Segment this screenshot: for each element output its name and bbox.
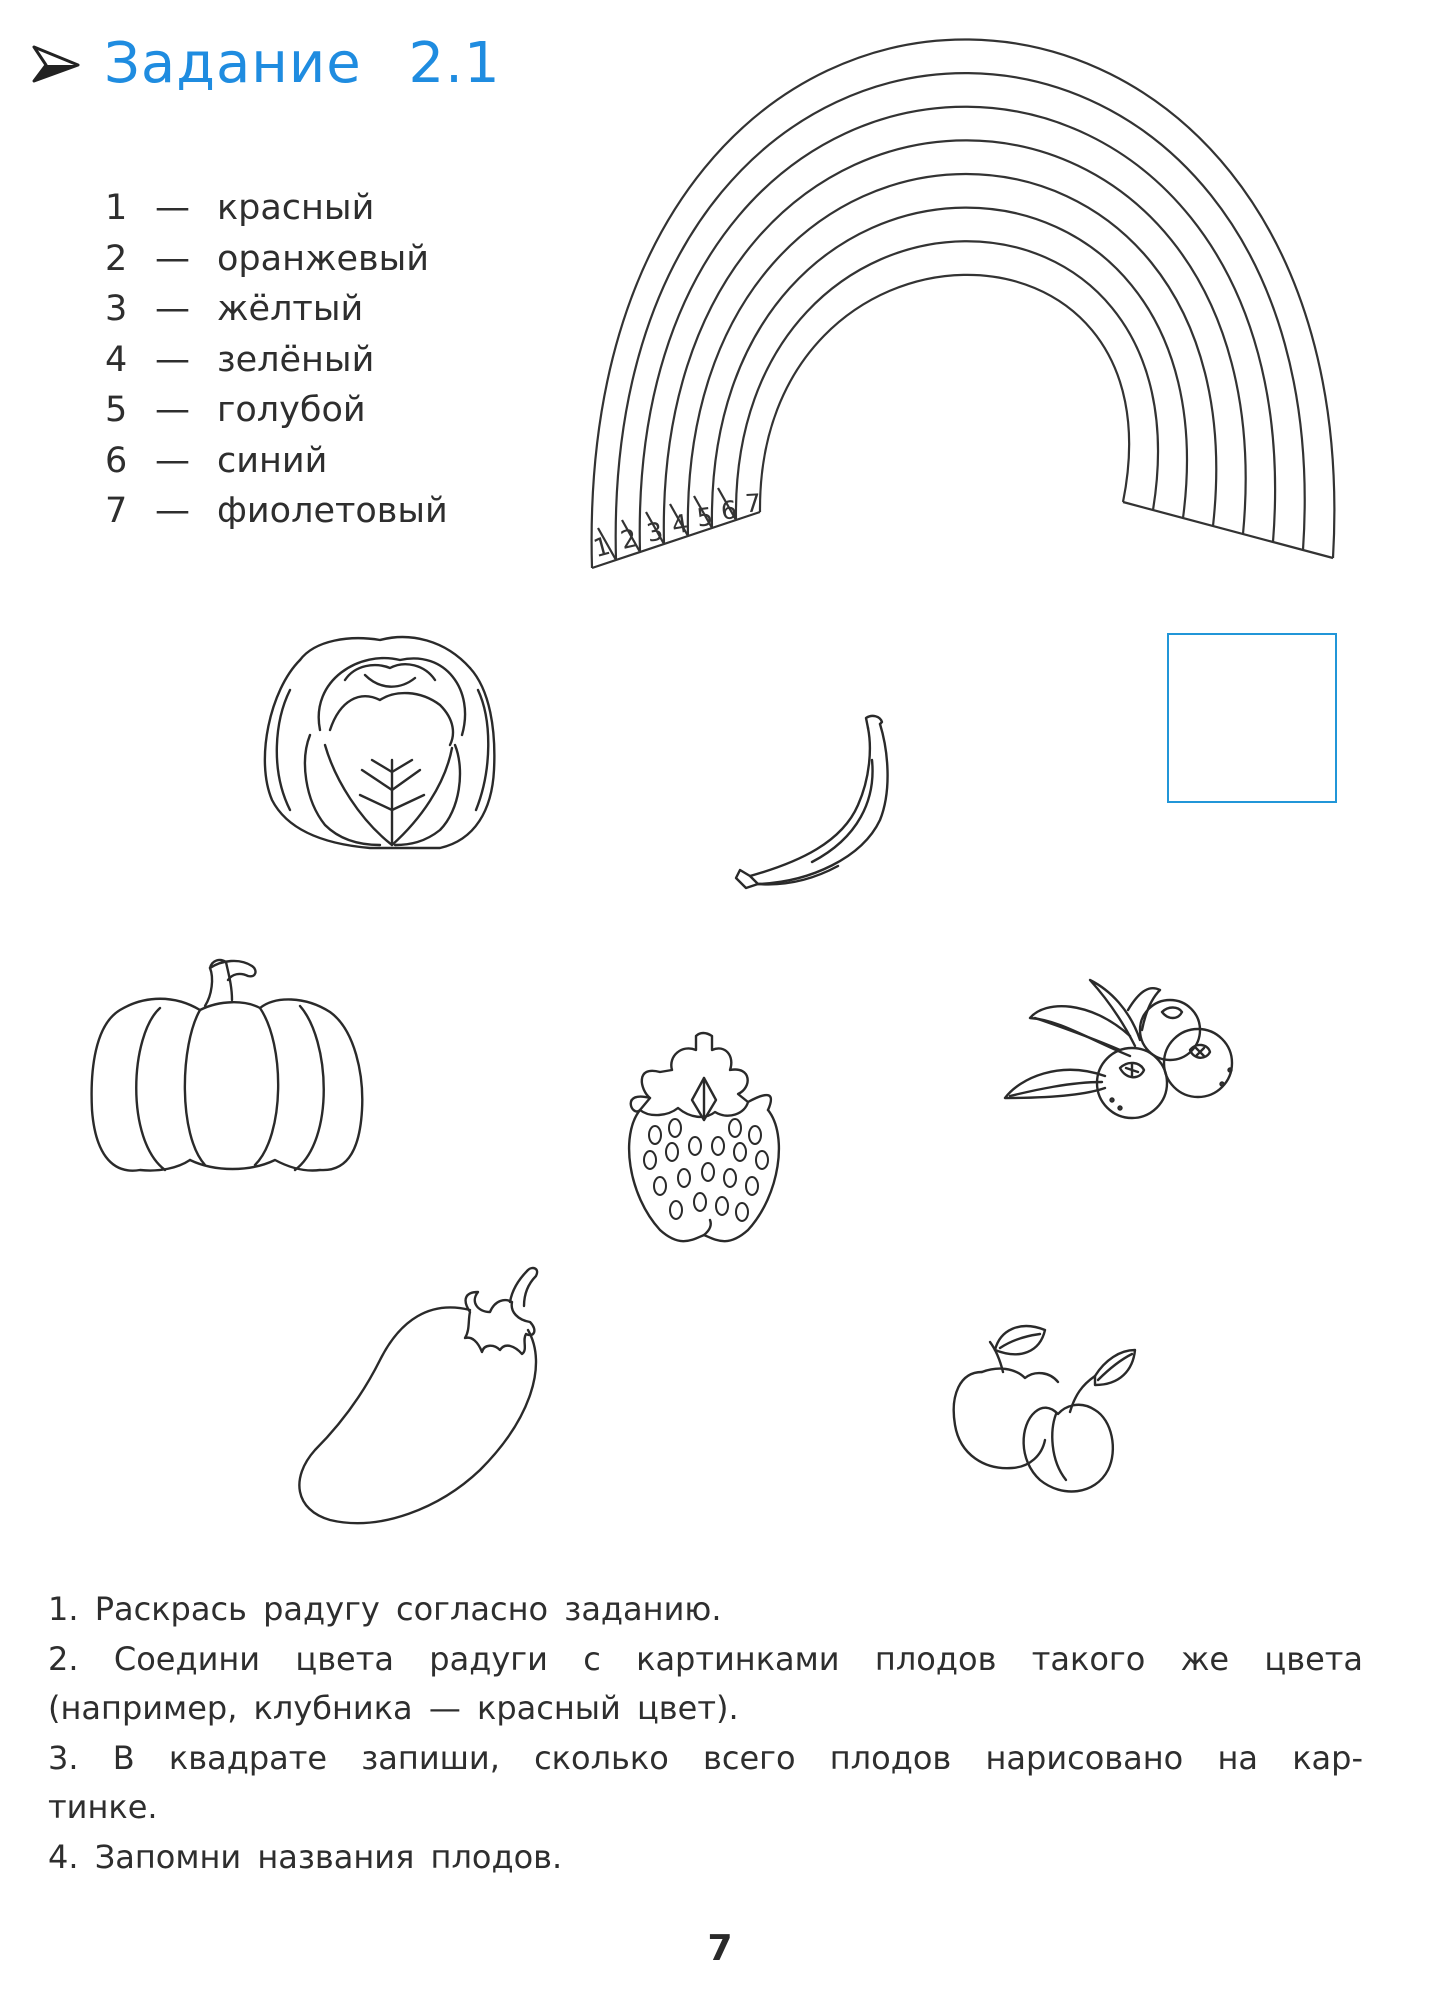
legend-color-name: синий — [217, 440, 328, 481]
legend-number: 5 — [105, 390, 128, 430]
legend-dash: — — [155, 289, 190, 329]
instructions — [48, 1585, 1363, 1882]
rainbow-band-label: 4 — [669, 508, 690, 540]
answer-box[interactable] — [1167, 633, 1337, 803]
legend-color-name: оранжевый — [217, 238, 430, 279]
legend-number: 7 — [105, 491, 128, 531]
banana-icon[interactable] — [736, 716, 888, 888]
legend-dash: — — [155, 238, 190, 279]
rainbow-band-label: 5 — [695, 501, 715, 533]
instruction-line: тинке. — [48, 1788, 158, 1826]
pumpkin-icon[interactable] — [92, 960, 363, 1171]
legend-color-name: фиолетовый — [217, 491, 448, 531]
strawberry-icon[interactable] — [629, 1033, 779, 1241]
legend-dash: — — [155, 339, 190, 380]
rainbow-outline[interactable] — [592, 39, 1335, 568]
legend-dash: — — [155, 188, 190, 228]
instruction-line: 2. Соедини цвета радуги с картинками плодов такого же цвета — [48, 1639, 1363, 1678]
legend-color-name: жёлтый — [217, 289, 364, 329]
legend-dash: — — [155, 440, 190, 481]
legend-number: 1 — [105, 188, 128, 228]
legend-number: 2 — [105, 238, 128, 279]
plum-icon[interactable] — [954, 1326, 1135, 1491]
legend-color-name: голубой — [217, 390, 366, 430]
cabbage-icon[interactable] — [265, 637, 494, 848]
instruction-line: 3. В квадрате запиши, сколько всего плодов нарисовано на кар- — [48, 1738, 1363, 1777]
legend-color-name: зелёный — [217, 339, 375, 380]
rainbow-band-label: 2 — [617, 523, 640, 555]
blueberry-icon[interactable] — [1005, 980, 1232, 1118]
instruction-line: 1. Раскрась радугу согласно заданию. — [48, 1590, 722, 1628]
legend-dash: — — [155, 390, 190, 430]
task-title: Задание 2.1 — [104, 30, 501, 96]
instruction-line: 4. Запомни названия плодов. — [48, 1837, 563, 1876]
rainbow-band-label: 6 — [719, 495, 739, 526]
eggplant-icon[interactable] — [299, 1268, 537, 1523]
rainbow-band-label: 1 — [590, 530, 614, 564]
legend-number: 4 — [105, 339, 128, 380]
legend-number: 6 — [105, 440, 128, 481]
legend-number: 3 — [105, 289, 128, 329]
legend-color-name: красный — [217, 188, 375, 228]
rainbow-band-label: 3 — [644, 516, 666, 548]
rainbow-band-label: 7 — [744, 488, 762, 519]
page-number: 7 — [707, 1928, 733, 1969]
legend-dash: — — [155, 491, 190, 531]
instruction-line: (например, клубника — красный цвет). — [48, 1689, 739, 1727]
